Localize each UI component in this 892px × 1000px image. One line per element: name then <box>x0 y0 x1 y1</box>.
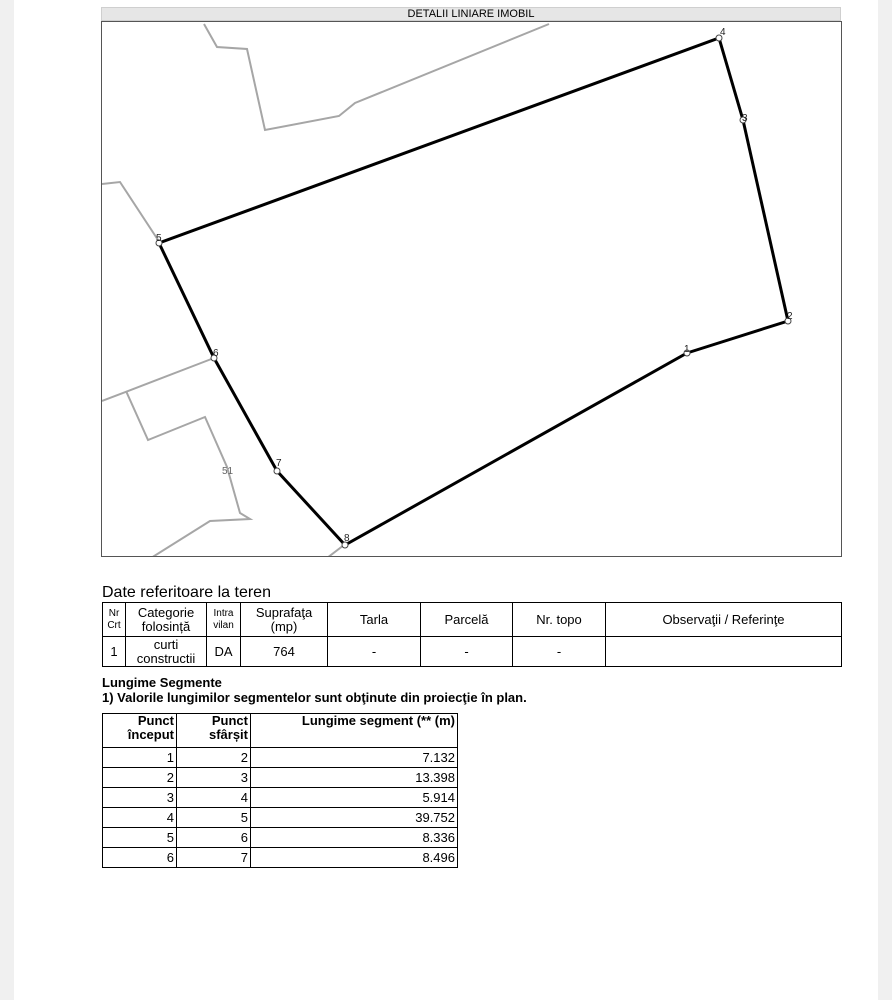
cell-length: 13.398 <box>251 768 458 788</box>
cell-parcela: - <box>421 637 513 667</box>
point-label-8: 8 <box>344 533 350 544</box>
segments-note: 1) Valorile lungimilor segmentelor sunt obţinute din proiecţie în plan. <box>102 690 527 705</box>
cell-end: 6 <box>177 828 251 848</box>
point-label-2: 2 <box>787 311 793 322</box>
cell-intravilan: DA <box>207 637 241 667</box>
cell-start: 1 <box>103 748 177 768</box>
col-header-length: Lungime segment (** (m) <box>251 714 458 748</box>
cell-suprafata: 764 <box>241 637 328 667</box>
segments-table <box>102 713 458 868</box>
neighbor-parcels <box>102 24 549 557</box>
point-label-1: 1 <box>684 344 690 355</box>
table-row <box>103 748 458 768</box>
segments-table-header-row <box>103 714 458 748</box>
col-header-parcela: Parcelă <box>421 603 513 637</box>
teren-table <box>102 602 842 667</box>
cell-start: 2 <box>103 768 177 788</box>
parcel-map-drawing <box>102 22 842 557</box>
table-row <box>103 828 458 848</box>
col-header-observatii: Observaţii / Referinţe <box>606 603 842 637</box>
col-header-nr-topo: Nr. topo <box>513 603 606 637</box>
cell-start: 5 <box>103 828 177 848</box>
table-row <box>103 637 842 667</box>
neighbor-parcel-label: 51 <box>222 466 234 477</box>
cell-end: 7 <box>177 848 251 868</box>
col-header-tarla: Tarla <box>328 603 421 637</box>
point-label-5: 5 <box>156 233 162 244</box>
table-row <box>103 848 458 868</box>
cell-length: 8.496 <box>251 848 458 868</box>
cell-end: 2 <box>177 748 251 768</box>
neighbor-boundary-line <box>102 358 214 401</box>
point-label-6: 6 <box>213 348 219 359</box>
table-row <box>103 768 458 788</box>
point-label-7: 7 <box>276 458 282 469</box>
cell-start: 3 <box>103 788 177 808</box>
cell-length: 5.914 <box>251 788 458 808</box>
col-header-nr: Nr Crt <box>103 603 126 637</box>
cell-observatii <box>606 637 842 667</box>
point-label-4: 4 <box>720 27 726 38</box>
cell-end: 3 <box>177 768 251 788</box>
point-labels <box>156 27 793 544</box>
neighbor-parcel-west <box>102 182 160 243</box>
teren-section-title: Date referitoare la teren <box>102 584 271 601</box>
teren-table-header-row <box>103 603 842 637</box>
cell-nr-topo: - <box>513 637 606 667</box>
page-margin-left <box>0 0 14 1000</box>
col-header-categorie: Categorie folosință <box>126 603 207 637</box>
boundary-point-markers <box>156 35 791 548</box>
cell-length: 39.752 <box>251 808 458 828</box>
cell-nr: 1 <box>103 637 126 667</box>
col-header-intravilan: Intra vilan <box>207 603 241 637</box>
segments-section-title: Lungime Segmente <box>102 675 222 690</box>
cell-end: 4 <box>177 788 251 808</box>
cell-start: 4 <box>103 808 177 828</box>
cell-tarla: - <box>328 637 421 667</box>
page-margin-right <box>878 0 892 1000</box>
parcel-boundary <box>159 38 788 545</box>
col-header-end: Punct sfârșit <box>177 714 251 748</box>
neighbor-parcel-north <box>204 24 549 130</box>
cell-end: 5 <box>177 808 251 828</box>
table-row <box>103 808 458 828</box>
col-header-start: Punct început <box>103 714 177 748</box>
cell-start: 6 <box>103 848 177 868</box>
parcel-map <box>101 21 842 557</box>
cell-length: 7.132 <box>251 748 458 768</box>
table-row <box>103 788 458 808</box>
col-header-suprafata: Suprafaţa (mp) <box>241 603 328 637</box>
map-header: DETALII LINIARE IMOBIL <box>101 7 841 21</box>
cell-categorie: curti constructii <box>126 637 207 667</box>
cell-length: 8.336 <box>251 828 458 848</box>
point-label-3: 3 <box>742 113 748 124</box>
neighbor-segment-south <box>327 545 344 557</box>
